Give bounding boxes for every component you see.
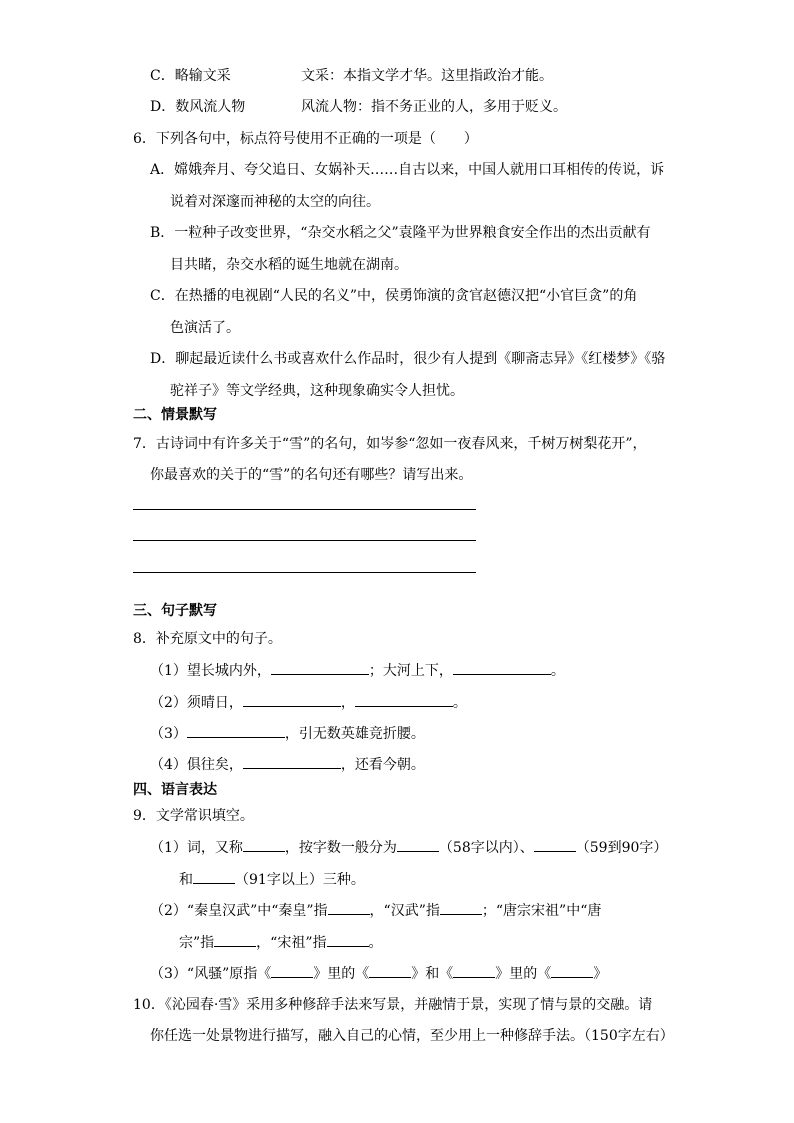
section-3-heading: 三、句子默写 xyxy=(133,603,217,619)
q9-blank-7[interactable] xyxy=(214,932,256,947)
q9-blank-11[interactable] xyxy=(453,963,495,978)
q5-option-d-label: D．数风流人物 xyxy=(150,99,246,115)
q7-answer-line-2[interactable] xyxy=(133,540,476,541)
q8-item-3: （3） ，引无数英雄竞折腰。 xyxy=(150,723,425,744)
q6-stem: 6．下列各句中，标点符号使用不正确的一项是（ ） xyxy=(133,131,478,147)
q7-line2: 你最喜欢的关于的“雪”的名句还有哪些？请写出来。 xyxy=(150,467,473,483)
q7-answer-line-1[interactable] xyxy=(133,509,476,510)
q9-item-3: （3）“风骚”原指《 》里的《 》和《 》里的《 》 xyxy=(150,963,607,984)
q10-line2: 你任选一处景物进行描写，融入自己的心情，至少用上一种修辞手法。（150字左右） xyxy=(150,1028,674,1044)
q6-option-c-line2: 色演活了。 xyxy=(170,320,240,336)
q8-blank-5[interactable] xyxy=(187,723,285,738)
q6-option-a-line1: A．嫦娥奔月、夸父追日、女娲补天……自古以来，中国人就用口耳相传的传说，诉 xyxy=(150,162,665,178)
q9-item-2-line2: 宗”指 ，“宋祖”指 。 xyxy=(179,932,383,953)
q8-blank-6[interactable] xyxy=(243,754,341,769)
q6-option-d-line1: D．聊起最近读什么书或喜欢什么作品时，很少有人提到《聊斋志异》《红楼梦》《骆 xyxy=(150,351,666,367)
q6-option-b-line1: B．一粒种子改变世界，“杂交水稻之父”袁隆平为世界粮食安全作出的杰出贡献有 xyxy=(150,225,651,241)
q5-option-c-label: C．略输文采 xyxy=(150,68,231,84)
q9-item-1-line2: 和 （91字以上）三种。 xyxy=(179,869,365,890)
q9-blank-4[interactable] xyxy=(193,869,235,884)
q5-option-d-note: 风流人物：指不务正业的人，多用于贬义。 xyxy=(301,99,567,115)
q9-blank-6[interactable] xyxy=(440,900,482,915)
q8-blank-3[interactable] xyxy=(243,692,341,707)
section-4-heading: 四、语言表达 xyxy=(133,782,217,798)
q6-option-a-line2: 说着对深邃而神秘的太空的向往。 xyxy=(170,194,380,210)
q6-option-b-line2: 目共睹，杂交水稻的诞生地就在湖南。 xyxy=(170,257,408,273)
q6-option-d-line2: 驼祥子》等文学经典，这种现象确实令人担忧。 xyxy=(170,383,464,399)
q8-blank-1[interactable] xyxy=(271,660,369,675)
q7-answer-line-3[interactable] xyxy=(133,572,476,573)
q8-item-4: （4）俱往矣， ，还看今朝。 xyxy=(150,754,425,775)
q8-blank-4[interactable] xyxy=(355,692,453,707)
q7-line1: 7．古诗词中有许多关于“雪”的名句，如岑参“忽如一夜春风来，千树万树梨花开”， xyxy=(133,436,647,452)
q9-blank-1[interactable] xyxy=(243,837,285,852)
q9-stem: 9．文学常识填空。 xyxy=(133,808,254,824)
q8-item-2: （2）须晴日， ， 。 xyxy=(150,692,467,713)
section-2-heading: 二、情景默写 xyxy=(133,407,217,423)
q9-blank-8[interactable] xyxy=(327,932,369,947)
q9-item-1-line1: （1）词，又称 ，按字数一般分为 （58字以内）、 （59到90字） xyxy=(150,837,667,858)
q9-blank-12[interactable] xyxy=(551,963,593,978)
q5-option-c-note: 文采：本指文学才华。这里指政治才能。 xyxy=(301,68,553,84)
q6-option-c-line1: C．在热播的电视剧“人民的名义”中，侯勇饰演的贪官赵德汉把“小官巨贪”的角 xyxy=(150,288,638,304)
q9-blank-9[interactable] xyxy=(271,963,313,978)
q8-stem: 8．补充原文中的句子。 xyxy=(133,631,282,647)
q10-line1: 10．《沁园春·雪》采用多种修辞手法来写景，并融情于景，实现了情与景的交融。请 xyxy=(133,997,653,1013)
q9-blank-5[interactable] xyxy=(328,900,370,915)
q9-item-2-line1: （2）“秦皇汉武”中“秦皇”指 ，“汉武”指 ；“唐宗宋祖”中“唐 xyxy=(150,900,601,921)
q9-blank-2[interactable] xyxy=(397,837,439,852)
q8-item-1: （1）望长城内外， ；大河上下， 。 xyxy=(150,660,565,681)
q9-blank-3[interactable] xyxy=(534,837,576,852)
q8-blank-2[interactable] xyxy=(453,660,551,675)
q9-blank-10[interactable] xyxy=(369,963,411,978)
